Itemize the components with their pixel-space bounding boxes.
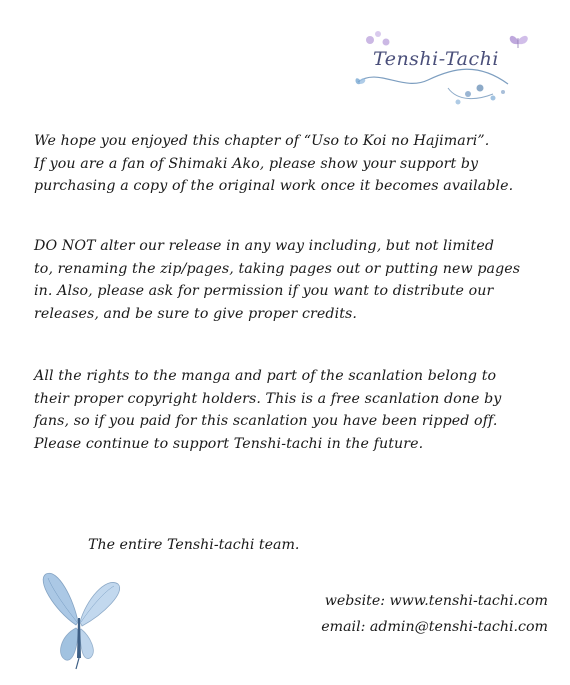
butterfly-icon bbox=[34, 570, 124, 670]
text-line: DO NOT alter our release in any way including, but not limited bbox=[34, 238, 494, 254]
text-line: releases, and be sure to give proper credits. bbox=[34, 305, 358, 322]
text-line: All the rights to the manga and part of the scanlation belong to bbox=[34, 368, 497, 384]
website-text: website: www.tenshi-tachi.com bbox=[324, 593, 548, 609]
paragraph-thanks bbox=[34, 130, 554, 198]
text-line: If you are a fan of Shimaki Ako, please show your support by bbox=[34, 155, 479, 172]
email-text: email: admin@tenshi-tachi.com bbox=[321, 619, 548, 635]
text-line: their proper copyright holders. This is a free scanlation done by bbox=[34, 390, 502, 407]
text-line: We hope you enjoyed this chapter of “Uso to Koi no Hajimari”. bbox=[34, 133, 490, 149]
paragraph-release-rules bbox=[34, 235, 554, 325]
text-line: in. Also, please ask for permission if you want to distribute our bbox=[34, 283, 494, 299]
paragraph-copyright bbox=[34, 365, 554, 455]
text-line: Please continue to support Tenshi-tachi in the future. bbox=[34, 435, 424, 452]
text-line: to, renaming the zip/pages, taking pages out or putting new pages bbox=[34, 260, 521, 277]
text-line: fans, so if you paid for this scanlation you have been ripped off. bbox=[34, 413, 498, 429]
signoff: The entire Tenshi-tachi team. bbox=[88, 537, 300, 553]
logo-text: Tenshi-Tachi bbox=[373, 48, 499, 70]
text-line: purchasing a copy of the original work once it becomes available. bbox=[34, 178, 514, 194]
